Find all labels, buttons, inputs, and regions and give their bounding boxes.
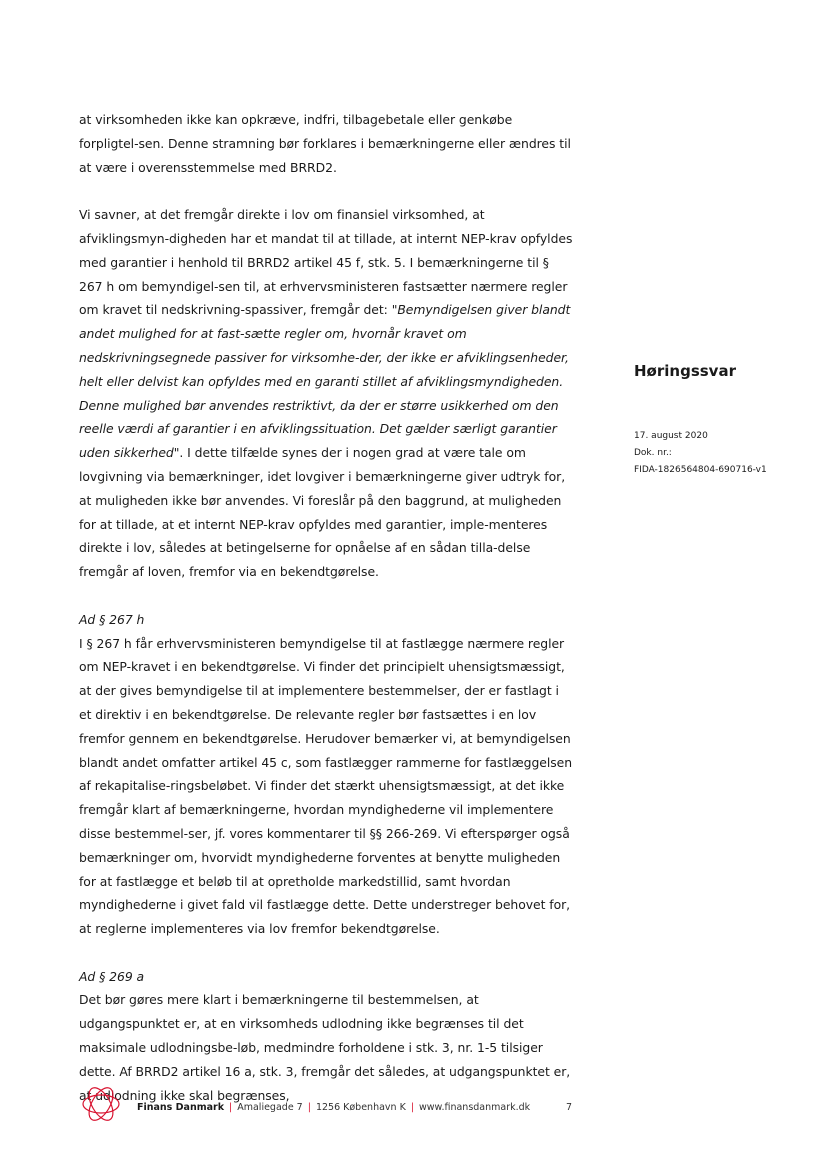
document-type-title: Høringssvar	[634, 362, 736, 380]
footer-website[interactable]: www.finansdanmark.dk	[419, 1102, 531, 1113]
footer-info	[137, 1102, 530, 1113]
page-number: 7	[566, 1102, 573, 1113]
paragraph-2-quote: "Bemyndigelsen giver blandt andet mulighed for at fast-sætte regler om, hvornår kravet om nedskrivningsegnede passiver for virksomhe-der, der ikke er afviklingsenheder, helt eller delvist kan opfyldes med en garanti stillet af afviklingsmyndigheden. Denne mulighed bør anvendes restriktivt, da der er større usikkerhed om den reelle værdi af garantier i en afviklingssituation. Det gælder særligt garantier uden sikkerhed"	[79, 302, 571, 461]
document-body	[79, 108, 575, 1107]
footer-brand: Finans Danmark	[137, 1102, 225, 1113]
paragraph-3: I § 267 h får erhvervsministeren bemyndigelse til at fastlægge nærmere regler om NEP-kravet i en bekendtgørelse. Vi finder det principielt uhensigtsmæssigt, at der gives bemyndigelse til at implementere bestemmelser, der er fastlagt i et direktiv i en bekendtgørelse. De relevante regler bør fastsættes i en lov fremfor gennem en bekendtgørelse. Herudover bemærker vi, at bemyndigelsen blandt andet omfatter artikel 45 c, som fastlægger rammerne for fastlæggelsen af rekapitalise-ringsbeløbet. Vi finder det stærkt uhensigtsmæssigt, at det ikke fremgår klart af bemærkningerne, hvordan myndighederne vil implementere disse bestemmel-ser, jf. vores kommentarer til §§ 266-269. Vi efterspørger også bemærkninger om, hvorvidt myndighederne forventes at benytte muligheden for at fastlægge et beløb til at opretholde markedstillid, samt hvordan myndighederne i givet fald vil fastlægge dette. Dette understreger behovet for, at reglerne implementeres via lov fremfor bekendtgørelse.	[79, 635, 573, 937]
finans-danmark-logo-icon	[80, 1083, 122, 1125]
document-meta	[634, 428, 767, 479]
section-heading-267h: Ad § 267 h	[79, 611, 145, 627]
paragraph-2	[79, 203, 575, 584]
document-number-label: Dok. nr.:	[634, 448, 672, 458]
paragraph-4: Det bør gøres mere klart i bemærkningerne til bestemmelsen, at udgangspunktet er, at en virksomheds udlodning ikke begrænses til det maksimale udlodningsbe-løb, medmindre forholdene i stk. 3, nr. 1-5 tilsiger dette. Af BRRD2 artikel 16 a, stk. 3, fremgår det således, at udgangspunktet er, at udlodning ikke skal begrænses,	[79, 992, 571, 1103]
document-number: FIDA-1826564804-690716-v1	[634, 465, 767, 475]
footer-address: Amaliegade 7	[237, 1102, 303, 1113]
section-heading-269a: Ad § 269 a	[79, 968, 145, 984]
document-date: 17. august 2020	[634, 431, 708, 441]
paragraph-2-text-b: . I dette tilfælde synes der i nogen grad at være tale om lovgivning via bemærkninger, idet lovgiver i bemærkningerne giver udtryk for, at muligheden ikke bør anvendes. Vi foreslår på den baggrund, at muligheden for at tillade, at et internt NEP-krav opfyldes med garantier, imple-menteres direkte i lov, således at betingelserne for opnåelse af en sådan tilla-delse fremgår af loven, fremfor via en bekendtgørelse.	[79, 445, 566, 580]
page-footer	[80, 1083, 580, 1133]
paragraph-1: at virksomheden ikke kan opkræve, indfri, tilbagebetale eller genkøbe forpligtel-sen. Denne stramning bør forklares i bemærkningerne eller ændres til at være i overensstemmelse med BRRD2.	[79, 112, 571, 175]
footer-separator: |	[410, 1102, 415, 1113]
footer-city: 1256 København K	[315, 1102, 406, 1113]
footer-separator: |	[307, 1102, 311, 1113]
footer-separator: |	[229, 1102, 233, 1113]
paragraph-2-text-a: Vi savner, at det fremgår direkte i lov om finansiel virksomhed, at afviklingsmyn-digheden har et mandat til at tillade, at internt NEP-krav opfyldes med garantier i henhold til BRRD2 artikel 45 f, stk. 5. I bemærkningerne til § 267 h om bemyndigel-sen til, at erhvervsministeren fastsætter nærmere regler om kravet til nedskrivning-spassiver, fremgår det:	[79, 207, 573, 318]
